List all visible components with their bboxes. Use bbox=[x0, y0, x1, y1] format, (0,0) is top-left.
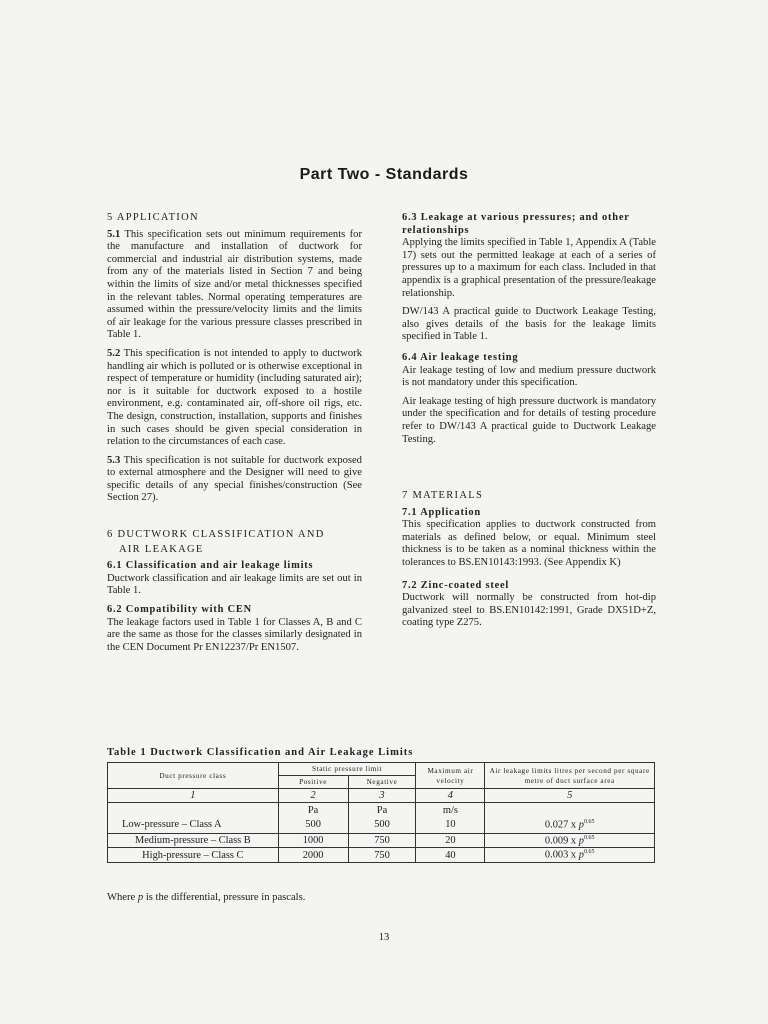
table-title: Table 1 Ductwork Classification and Air Leakage Limits bbox=[107, 747, 414, 758]
header-max-velocity: Maximum air velocity bbox=[416, 763, 485, 789]
section-6-heading-line-2: AIR LEAKAGE bbox=[119, 543, 204, 555]
heading-6-2: 6.2 Compatibility with CEN bbox=[107, 604, 252, 616]
section-5-heading: 5 APPLICATION bbox=[107, 212, 199, 223]
paragraph-5-2 bbox=[107, 348, 362, 449]
negative-value: 750 bbox=[348, 834, 416, 848]
heading-6-4: 6.4 Air leakage testing bbox=[402, 351, 519, 363]
page-title: Part Two - Standards bbox=[299, 166, 469, 183]
row-leakage bbox=[485, 848, 655, 862]
table-footnote bbox=[107, 892, 305, 903]
paragraph-5-3-number: 5.3 bbox=[107, 454, 121, 466]
exponent: 0.65 bbox=[583, 835, 595, 841]
row-negative bbox=[348, 803, 416, 834]
unit-ms: m/s bbox=[442, 805, 458, 816]
paragraph-6-3-a: Applying the limits specified in Table 1, Appendix A (Table 17) sets out the permitted leakage at each of a series of pressures up to a maximum for each class. Included in that appendix is a graphical presentation of the pressure/leakage relationship. bbox=[402, 237, 656, 299]
column-number: 1 bbox=[108, 789, 279, 803]
paragraph-6-1: Ductwork classification and air leakage limits are set out in Table 1. bbox=[107, 572, 362, 597]
heading-6-3: 6.3 Leakage at various pressures; and other relationships bbox=[402, 212, 630, 236]
paragraph-5-3-text: This specification is not suitable for ductwork exposed to external atmosphere and the Designer will need to give specific details of any special finishes/construction (See Section 27). bbox=[107, 454, 362, 504]
header-duct-pressure-class: Duct pressure class bbox=[108, 763, 279, 789]
paragraph-5-2-number: 5.2 bbox=[107, 347, 121, 359]
column-number: 4 bbox=[416, 789, 485, 803]
paragraph-6-4-a: Air leakage testing of low and medium pressure ductwork is not mandatory under this specification. bbox=[402, 364, 656, 389]
table-row bbox=[108, 834, 655, 848]
footnote-pre: Where bbox=[107, 892, 136, 903]
column-number: 3 bbox=[348, 789, 416, 803]
paragraph-5-3 bbox=[107, 455, 362, 505]
left-column bbox=[107, 212, 362, 660]
unit-pa: Pa bbox=[307, 805, 319, 816]
heading-6-1: 6.1 Classification and air leakage limits bbox=[107, 560, 314, 572]
row-velocity bbox=[416, 803, 485, 834]
paragraph-5-2-text: This specification is not intended to apply to ductwork handling air which is polluted or is otherwise exceptional in respect of temperature or humidity (including saturated air); nor is it suitable for ductwork exposed to a hostile environment, e.g. contaminated air, off-shore oil rigs, etc. The design, construction, installation, supports and finishes in such cases should be given special consideration in relation to the circumstances of each case. bbox=[107, 347, 362, 448]
footnote-post: is the differential, pressure in pascals. bbox=[145, 892, 306, 903]
row-class: High-pressure – Class C bbox=[108, 848, 279, 862]
negative-value: 500 bbox=[374, 819, 390, 830]
row-class: Low-pressure – Class A bbox=[108, 803, 279, 834]
column-number-row bbox=[108, 789, 655, 803]
p-variable: p bbox=[578, 849, 584, 861]
row-leakage bbox=[485, 834, 655, 848]
header-air-leakage-limits: Air leakage limits litres per second per square metre of duct surface area bbox=[485, 763, 655, 789]
velocity-value: 40 bbox=[416, 848, 485, 862]
times-sign: x bbox=[570, 835, 577, 847]
paragraph-5-1-text: This specification sets out minimum requirements for the manufacture and installation of ductwork for commercial and industrial air distribution systems, made from any of the materials listed in Section 7 and being within the limits of size and/or metal thicknesses specified in the relevant tables. Normal operating temperatures are assumed within the pressure/velocity limits and the limits of air leakage for the various pressure classes prescribed in Table 1. bbox=[107, 228, 362, 341]
header-static-pressure-limit: Static pressure limit bbox=[278, 763, 416, 776]
leakage-coef: 0.009 bbox=[544, 835, 569, 847]
section-7-heading: 7 MATERIALS bbox=[402, 490, 484, 502]
negative-value: 750 bbox=[348, 848, 416, 862]
leakage-coef: 0.003 bbox=[544, 849, 569, 861]
exponent: 0.65 bbox=[583, 849, 595, 856]
velocity-value: 20 bbox=[416, 834, 485, 848]
paragraph-6-4-b: Air leakage testing of high pressure ductwork is mandatory under the specification and for details of testing procedure refer to DW/143 A practical guide to Ductwork Leakage Testing. bbox=[402, 395, 656, 445]
unit-pa: Pa bbox=[376, 805, 388, 816]
section-6-heading-line-1: 6 DUCTWORK CLASSIFICATION AND bbox=[107, 529, 325, 541]
paragraph-6-2: The leakage factors used in Table 1 for Classes A, B and C are the same as those for the classes similarly designated in the CEN Document Pr EN12237/Pr EN1507. bbox=[107, 616, 362, 653]
positive-value: 1000 bbox=[278, 834, 348, 848]
paragraph-5-1 bbox=[107, 229, 362, 342]
times-sign: x bbox=[570, 819, 577, 830]
page-number: 13 bbox=[378, 932, 390, 943]
footnote-variable: p bbox=[137, 892, 144, 903]
row-leakage bbox=[485, 803, 655, 834]
header-positive: Positive bbox=[278, 776, 348, 789]
leakage-coef: 0.027 bbox=[544, 819, 569, 830]
right-column bbox=[402, 212, 656, 636]
table-row bbox=[108, 848, 655, 862]
header-negative: Negative bbox=[348, 776, 416, 789]
paragraph-5-1-number: 5.1 bbox=[107, 228, 121, 240]
positive-value: 500 bbox=[305, 819, 321, 830]
paragraph-7-1: This specification applies to ductwork constructed from materials as defined below, or equal. Minimum steel thickness is to be taken as a nominal thickness within the tolerances to BS.EN10143:1993. (See Appendix K) bbox=[402, 519, 656, 569]
p-variable: p bbox=[578, 819, 584, 830]
positive-value: 2000 bbox=[278, 848, 348, 862]
row-class: Medium-pressure – Class B bbox=[108, 834, 279, 848]
times-sign: x bbox=[570, 849, 577, 861]
heading-7-2: 7.2 Zinc-coated steel bbox=[402, 579, 510, 591]
column-number: 5 bbox=[485, 789, 655, 803]
p-variable: p bbox=[578, 835, 584, 847]
table-header-row bbox=[108, 763, 655, 776]
paragraph-6-3-b: DW/143 A practical guide to Ductwork Leakage Testing, also gives details of the basis for the leakage limits specified in Table 1. bbox=[402, 306, 656, 343]
paragraph-7-2: Ductwork will normally be constructed from hot-dip galvanized steel to BS.EN10142:1991, Grade DX51D+Z, coating type Z275. bbox=[402, 592, 656, 629]
heading-7-1: 7.1 Application bbox=[402, 506, 481, 518]
exponent: 0.65 bbox=[583, 818, 595, 825]
column-number: 2 bbox=[278, 789, 348, 803]
table-row bbox=[108, 803, 655, 834]
leakage-table bbox=[107, 762, 655, 863]
velocity-value: 10 bbox=[445, 819, 456, 830]
row-positive bbox=[278, 803, 348, 834]
